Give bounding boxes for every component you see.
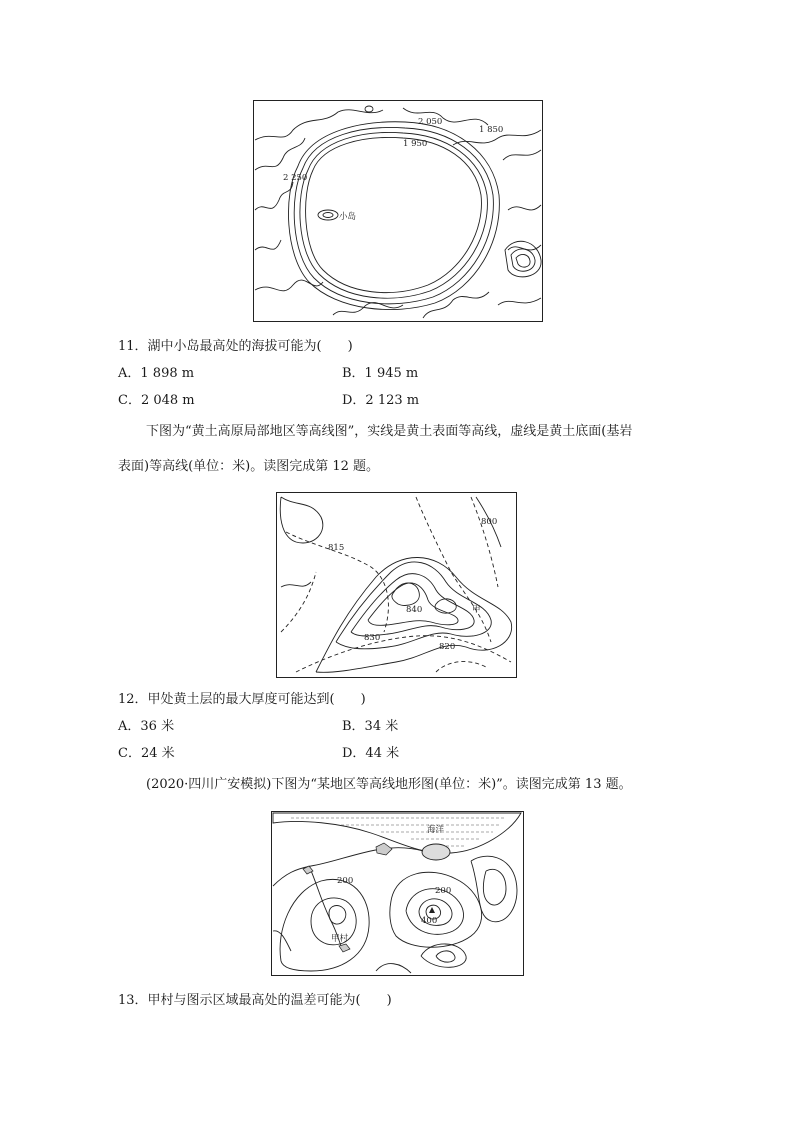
contour-label: 815 (328, 543, 345, 553)
q12-option-d[interactable]: D．44 米 (342, 746, 400, 761)
loess-plateau-contour-map (276, 492, 517, 678)
intro-13-line-1: (2020·四川广安模拟)下图为“某地区等高线地形图(单位：米)”。读图完成第 13 题。 (146, 777, 632, 792)
contour-label: 2 250 (283, 173, 308, 183)
q12-option-b[interactable]: B．34 米 (342, 719, 399, 734)
contour-label: 2 050 (418, 117, 443, 127)
intro-12-line-1: 下图为“黄土高原局部地区等高线图”，实线是黄土表面等高线，虚线是黄土底面(基岩 (146, 424, 633, 439)
question-12-stem: 12．甲处黄土层的最大厚度可能达到( ) (118, 692, 366, 707)
contour-label: 200 (435, 886, 452, 896)
region-contour-map (271, 811, 524, 976)
contour-label: 820 (439, 642, 456, 652)
q11-option-b[interactable]: B．1 945 m (342, 366, 419, 381)
contour-label: 800 (481, 517, 498, 527)
contour-label: 200 (337, 876, 354, 886)
question-11-stem: 11．湖中小岛最高处的海拔可能为( ) (118, 339, 353, 354)
q12-option-a[interactable]: A．36 米 (118, 719, 175, 734)
contour-label: 1 850 (479, 125, 504, 135)
sea-label: 海洋 (427, 825, 445, 835)
location-jia-label: 甲 (472, 605, 481, 615)
contour-label: 400 (421, 916, 438, 926)
village-jia-label: 甲村 (331, 934, 349, 944)
q11-option-c[interactable]: C．2 048 m (118, 393, 195, 408)
contour-label: 1 950 (403, 139, 428, 149)
q11-option-d[interactable]: D．2 123 m (342, 393, 420, 408)
intro-12-line-2: 表面)等高线(单位：米)。读图完成第 12 题。 (118, 459, 380, 474)
q12-option-c[interactable]: C．24 米 (118, 746, 175, 761)
island-label: 小岛 (339, 212, 357, 222)
contour-label: 830 (364, 633, 381, 643)
q11-option-a[interactable]: A．1 898 m (118, 366, 195, 381)
contour-label: 840 (406, 605, 423, 615)
question-13-stem: 13．甲村与图示区域最高处的温差可能为( ) (118, 993, 392, 1008)
crater-lake-contour-map (253, 100, 543, 322)
